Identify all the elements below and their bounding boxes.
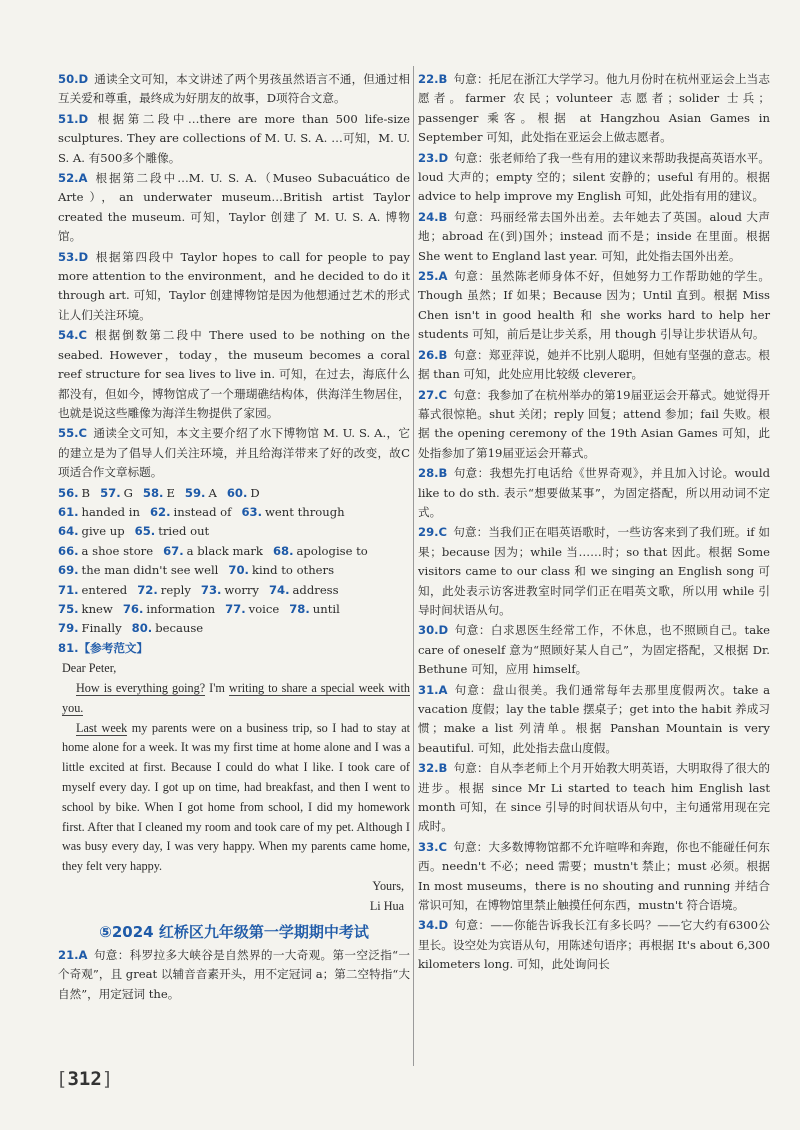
answer-pair xyxy=(58,524,125,538)
answer-item xyxy=(418,149,770,207)
answer-value: address xyxy=(292,582,339,597)
answer-value: B xyxy=(81,485,91,500)
answer-item xyxy=(58,110,410,168)
answer-value: entered xyxy=(81,582,128,597)
question-number: 52. xyxy=(58,171,79,186)
answer-explanations-a xyxy=(58,70,410,483)
explanation-text: 句意：——你能告诉我长江有多长吗？——它大约有6300公里长。设空处为宾语从句，用陈述句语序；再根据 It's about 6,300 kilometers long. 可知，此处询问长 xyxy=(418,918,770,972)
question-number: 54. xyxy=(58,328,79,343)
exam-section-title: ⑤2024 红桥区九年级第一学期期中考试 xyxy=(99,922,369,941)
answer-value: tried out xyxy=(158,524,210,539)
answer-item xyxy=(418,70,770,148)
answer-item xyxy=(58,326,410,423)
answer-value: voice xyxy=(248,601,280,616)
essay-greeting: Dear Peter, xyxy=(62,661,117,676)
answer-letter: D xyxy=(438,918,449,933)
question-number: 62. xyxy=(149,504,171,519)
question-number: 34. xyxy=(418,918,439,933)
answer-pair xyxy=(241,505,344,519)
answer-row xyxy=(58,484,410,503)
right-column xyxy=(418,70,770,976)
left-column xyxy=(58,70,410,1005)
answer-letter: D xyxy=(78,249,89,264)
explanation-text: 根据倒数第二段中 There used to be nothing on the seabed. However，today，the museum becomes a coral reef structure for sea lives to live in. 可知，在过去，海底什么都没有，但如今，博物馆成了一个珊瑚礁结构体，供海洋生物居住，也就是说这些雕像为海洋生物提供了家园。 xyxy=(58,328,410,420)
explanation-text: 通读全文可知，本文主要介绍了水下博物馆 M. U. S. A.，它的建立是为了倡导人们关注环境，并且给海洋带来了好的改变，故C项适合作文章标题。 xyxy=(58,426,410,480)
answer-row xyxy=(58,581,410,600)
question-number: 73. xyxy=(200,582,222,597)
answer-value: a black mark xyxy=(186,543,263,558)
answer-value: handed in xyxy=(81,504,140,519)
answer-pair xyxy=(150,505,231,519)
question-number: 60. xyxy=(226,485,248,500)
answer-value: apologise to xyxy=(296,543,368,558)
question-number: 29. xyxy=(418,525,439,540)
answer-rows xyxy=(58,484,410,639)
answer-row xyxy=(58,619,410,638)
question-number: 78. xyxy=(289,601,310,616)
answer-value: went through xyxy=(265,504,345,519)
question-number: 72. xyxy=(137,582,158,597)
answer-item xyxy=(418,464,770,522)
column-divider xyxy=(413,66,414,1066)
essay-paragraph-2: Last week my parents were on a business trip, so I had to stay at home alone for a week. It was my first time at home alone and I was a little excited at first. Because I could do what I like. I took care of myself every day. I got up on time, had breakfast, and then I went to school by bike. When I got home from school, I did my homework first. After that I cleaned my room and took care of my pet. Although I was busy every day, I was very happy. When my parents came home, they felt very happy. xyxy=(62,720,410,874)
answer-pair xyxy=(228,563,334,577)
answer-item xyxy=(418,386,770,464)
explanation-text: 句意：大多数博物馆都不允许喧哗和奔跑，你也不能碰任何东西。needn't 不必；need 需要；mustn't 禁止；must 必须。根据 In most museums，there is no shouting and running 并结合常识可知，在博物馆里禁止触摸任何东西，mustn't 符合语境。 xyxy=(418,839,770,913)
question-number: 32. xyxy=(418,761,439,776)
answer-item xyxy=(418,267,770,345)
answer-item xyxy=(418,621,770,679)
question-number: 31. xyxy=(418,682,439,697)
explanation-text: 根据第二段中…there are more than 500 life-size sculptures. They are collections of M. U. S. A. …可知，M. U. S. A. 有500多个雕像。 xyxy=(58,111,410,165)
answer-pair xyxy=(58,602,113,616)
answer-letter: B xyxy=(438,761,448,776)
answer-item xyxy=(418,523,770,620)
explanation-text: 句意：白求恩医生经常工作，不休息，也不照顾自己。take care of oneself 意为“照顾好某人自己”，为固定搭配，又根据 Dr. Bethune 可知，应用 himself。 xyxy=(418,623,770,677)
answer-value: because xyxy=(155,621,204,636)
question-number: 58. xyxy=(142,485,164,500)
answer-value: A xyxy=(208,485,217,500)
answer-item xyxy=(58,424,410,482)
question-number: 56. xyxy=(58,485,79,500)
essay-signature: Li Hua xyxy=(369,898,404,913)
explanation-text: 句意：我参加了在杭州举办的第19届亚运会开幕式。她觉得开幕式很惊艳。shut 关闭；reply 回复；attend 参加；fail 失败。根据 the opening ceremony of the 19th Asian Games 可知，此处指参加了第19届亚运会开幕式。 xyxy=(418,387,770,460)
answer-item xyxy=(58,946,410,1004)
answer-item xyxy=(58,169,410,247)
question-number: 30. xyxy=(418,623,439,638)
question-number: 57. xyxy=(100,485,121,500)
answer-letter: D xyxy=(438,150,449,165)
answer-letter: C xyxy=(78,328,88,343)
question-number: 64. xyxy=(58,524,79,539)
page-number: [312] xyxy=(56,1068,114,1090)
question-number: 63. xyxy=(241,504,262,519)
answer-letter: A xyxy=(78,171,88,186)
explanation-text: 通读全文可知，本文讲述了两个男孩虽然语言不通，但通过相互关爱和尊重，最终成为好朋友的故事，D项符合文意。 xyxy=(58,72,410,106)
answer-letter: C xyxy=(438,839,448,854)
answer-value: information xyxy=(146,601,216,616)
answer-item xyxy=(58,248,410,326)
answer-letter: B xyxy=(438,466,448,481)
answer-value: until xyxy=(312,601,340,616)
explanation-text: 句意：自从李老师上个月开始教大明英语，大明取得了很大的进步。根据 since Mr Li started to teach him English last month 可知，在 since 引导的时间状语从句中，主句通常用现在完成时。 xyxy=(418,761,770,834)
answer-pair xyxy=(123,602,215,616)
answer-row xyxy=(58,600,410,619)
explanation-text: 句意：当我们正在唱英语歌时，一些访客来到了我们班。if 如果；because 因为；while 当……时；so that 因此。根据 Some visitors came to our class 和 we singing an English song 可知，此处表示访客进教室时同学们正在唱英文歌，所以用 while 引导时间状语从句。 xyxy=(418,525,770,617)
question-number: 53. xyxy=(58,249,79,264)
question-number: 51. xyxy=(58,111,79,126)
answer-pair xyxy=(58,621,122,635)
essay-closing: Yours, xyxy=(372,878,404,893)
question-number: 25. xyxy=(418,269,439,284)
answer-pair xyxy=(58,544,153,558)
answer-pair xyxy=(143,486,175,500)
question-number: 27. xyxy=(418,387,439,402)
answer-letter: B xyxy=(438,72,448,86)
explanation-text: 句意：虽然陈老师身体不好，但她努力工作帮助她的学生。Though 虽然；If 如果；Because 因为；Until 直到。根据 Miss Chen isn't in good health 和 she works hard to help her students 可知，前后是让步关系，用 though 引导让步状语从句。 xyxy=(418,269,770,342)
question-number: 26. xyxy=(418,347,439,362)
answer-pair xyxy=(273,544,368,558)
explanation-text: 句意：玛丽经常去国外出差。去年她去了英国。aloud 大声地；abroad 在(到)国外；instead 而不是；inside 在里面。根据 She went to England last year. 可知，此处指去国外出差。 xyxy=(418,209,770,263)
answer-pair xyxy=(100,486,133,500)
question-number: 67. xyxy=(163,543,184,558)
answer-letter: D xyxy=(78,72,89,86)
question-number: 24. xyxy=(418,209,439,224)
question-number: 76. xyxy=(122,601,144,616)
essay-label: 81.【参考范文】 xyxy=(58,640,149,655)
answer-value: the man didn't see well xyxy=(81,563,219,578)
answer-letter: D xyxy=(78,111,89,126)
answer-value: a shoe store xyxy=(81,543,154,558)
answer-row xyxy=(58,542,410,561)
answer-row xyxy=(58,522,410,541)
question-number: 61. xyxy=(58,504,79,519)
question-number: 77. xyxy=(225,601,246,616)
answer-item xyxy=(418,346,770,385)
explanation-text: 句意：张老师给了我一些有用的建议来帮助我提高英语水平。loud 大声的；empty 空的；silent 安静的；useful 有用的。根据 advice to help improve my English 可知，此处指有用的建议。 xyxy=(418,150,770,204)
answer-pair xyxy=(135,524,210,538)
question-number: 79. xyxy=(58,621,79,636)
answer-value: knew xyxy=(81,601,113,616)
explanation-text: 句意：郑亚萍说，她并不比别人聪明，但她有坚强的意志。根据 than 可知，此处应用比较级 cleverer。 xyxy=(418,347,770,382)
answer-pair xyxy=(58,583,127,597)
answer-letter: C xyxy=(78,426,88,441)
answer-item xyxy=(418,681,770,759)
answer-value: worry xyxy=(224,582,259,597)
question-number: 59. xyxy=(184,485,206,500)
question-number: 65. xyxy=(134,524,156,539)
answer-pair xyxy=(185,486,217,500)
answer-letter: A xyxy=(78,947,88,962)
answer-pair xyxy=(163,544,263,558)
answer-pair xyxy=(269,583,339,597)
answer-item xyxy=(58,70,410,109)
question-number: 55. xyxy=(58,426,79,441)
answer-value: kind to others xyxy=(251,563,335,578)
question-number: 69. xyxy=(58,563,79,578)
answer-value: Finally xyxy=(81,621,122,636)
question-number: 74. xyxy=(268,582,290,597)
answer-pair xyxy=(225,602,279,616)
answer-pair xyxy=(227,486,260,500)
question-number: 66. xyxy=(58,543,79,558)
answer-pair xyxy=(137,583,191,597)
answer-pair xyxy=(289,602,340,616)
explanation-text: 根据第二段中…M. U. S. A.（Museo Subacuático de Arte），an underwater museum…British artist Taylor created the museum. 可知，Taylor 创建了 M. U. S. A. 博物馆。 xyxy=(58,171,410,244)
answer-pair xyxy=(201,583,259,597)
question-number: 23. xyxy=(418,150,439,165)
question-number: 33. xyxy=(418,839,439,854)
answer-letter: C xyxy=(438,387,448,402)
question-number: 50. xyxy=(58,72,79,86)
explanation-text: 句意：科罗拉多大峡谷是自然界的一大奇观。第一空泛指“一个奇观”，且 great 以辅音音素开头，用不定冠词 a；第二空特指“大自然”，用定冠词 the。 xyxy=(58,947,410,1001)
answer-pair xyxy=(132,621,204,635)
answer-letter: A xyxy=(438,682,448,697)
question-number: 80. xyxy=(131,621,153,636)
answer-value: give up xyxy=(81,524,125,539)
answer-item xyxy=(418,916,770,974)
answer-explanations-right xyxy=(418,70,770,975)
question-number: 68. xyxy=(272,543,294,558)
answer-pair xyxy=(58,505,140,519)
answer-row xyxy=(58,503,410,522)
answer-item xyxy=(418,208,770,266)
explanation-text: 句意：托尼在浙江大学学习。他九月份时在杭州亚运会上当志愿者。farmer 农民；volunteer 志愿者；solider 士兵；passenger 乘客。根据 at Hangzhou Asian Games in September 可知，此处指在亚运会上做志愿者。 xyxy=(418,72,770,145)
question-number: 70. xyxy=(228,563,249,578)
answer-letter: D xyxy=(438,623,449,638)
question-number: 75. xyxy=(58,601,79,616)
question-number: 22. xyxy=(418,72,439,86)
answer-pair xyxy=(58,563,218,577)
answer-letter: C xyxy=(438,525,448,540)
question-number: 28. xyxy=(418,466,439,481)
answer-value: instead of xyxy=(173,504,232,519)
answer-value: E xyxy=(166,485,175,500)
answer-row xyxy=(58,561,410,580)
explanation-text: 句意：我想先打电话给《世界奇观》，并且加入讨论。would like to do sth. 表示“想要做某事”，为固定搭配，所以用动词不定式。 xyxy=(418,466,770,519)
explanation-text: 句意：盘山很美。我们通常每年去那里度假两次。take a vacation 度假；lay the table 摆桌子；get into the habit 养成习惯；make a list 列清单。根据 Panshan Mountain is very beautiful. 可知，此处指去盘山度假。 xyxy=(418,682,770,755)
answer-value: reply xyxy=(160,582,191,597)
explanation-text: 根据第四段中 Taylor hopes to call for people to pay more attention to the environment，and he decided to do it through art. 可知，Taylor 创建博物馆是因为他想通过艺术的形式让人们关注环境。 xyxy=(58,249,410,322)
answer-item xyxy=(418,838,770,916)
answer-letter: A xyxy=(438,269,448,284)
question-number: 21. xyxy=(58,947,79,962)
question-number: 71. xyxy=(58,582,79,597)
answer-letter: B xyxy=(438,347,448,362)
answer-letter: B xyxy=(438,209,448,224)
essay-paragraph-1: How is everything going? I'm writing to share a special week with you. xyxy=(62,680,411,715)
answer-value: D xyxy=(250,485,260,500)
answer-explanations-b xyxy=(58,946,410,1004)
answer-item xyxy=(418,759,770,837)
answer-pair xyxy=(58,486,90,500)
answer-value: G xyxy=(123,485,133,500)
sample-essay xyxy=(58,659,410,916)
